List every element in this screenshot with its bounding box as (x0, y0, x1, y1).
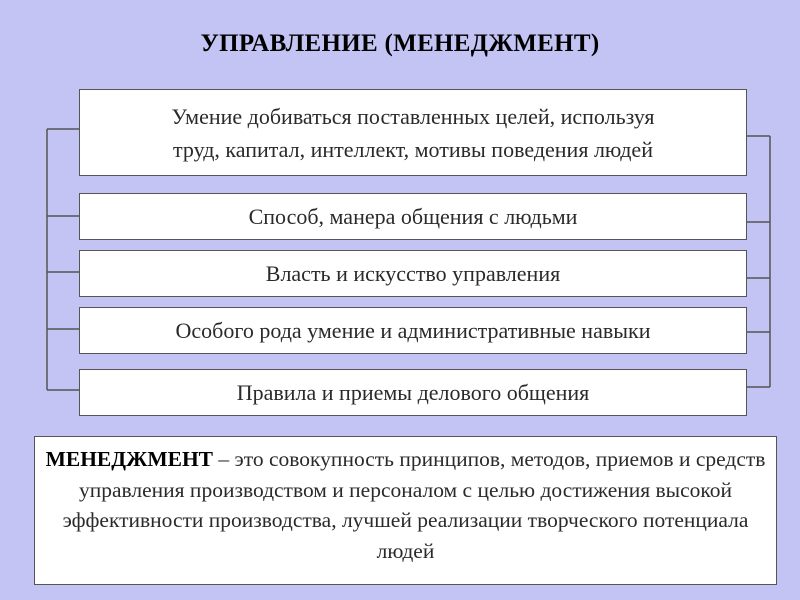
left-bracket (47, 129, 79, 390)
definition-term: МЕНЕДЖМЕНТ (45, 447, 214, 471)
diagram-title: УПРАВЛЕНИЕ (МЕНЕДЖМЕНТ) (200, 30, 600, 57)
item-box-1-line-1: Умение добиваться поставленных целей, используя (171, 103, 655, 129)
item-box-3-text: Власть и искусство управления (265, 261, 561, 286)
definition-box (34, 436, 777, 585)
item-box-3 (79, 250, 747, 297)
item-box-2 (79, 193, 747, 240)
right-bracket (747, 136, 770, 387)
item-box-5 (79, 369, 747, 416)
item-box-4-text: Особого рода умение и административные навыки (175, 318, 651, 343)
item-box-4 (79, 307, 747, 354)
item-box-1-line-2: труд, капитал, интеллект, мотивы поведения людей (173, 136, 653, 162)
item-box-1 (79, 89, 747, 176)
definition-text: – это совокупность принципов, методов, приемов и средств управления производством и персоналом с целью достижения высокой эффективности производства, лучшей реализации творческого потенциала людей (62, 447, 766, 563)
item-box-2-text: Способ, манера общения с людьми (248, 204, 578, 229)
item-box-5-text: Правила и приемы делового общения (236, 380, 590, 405)
